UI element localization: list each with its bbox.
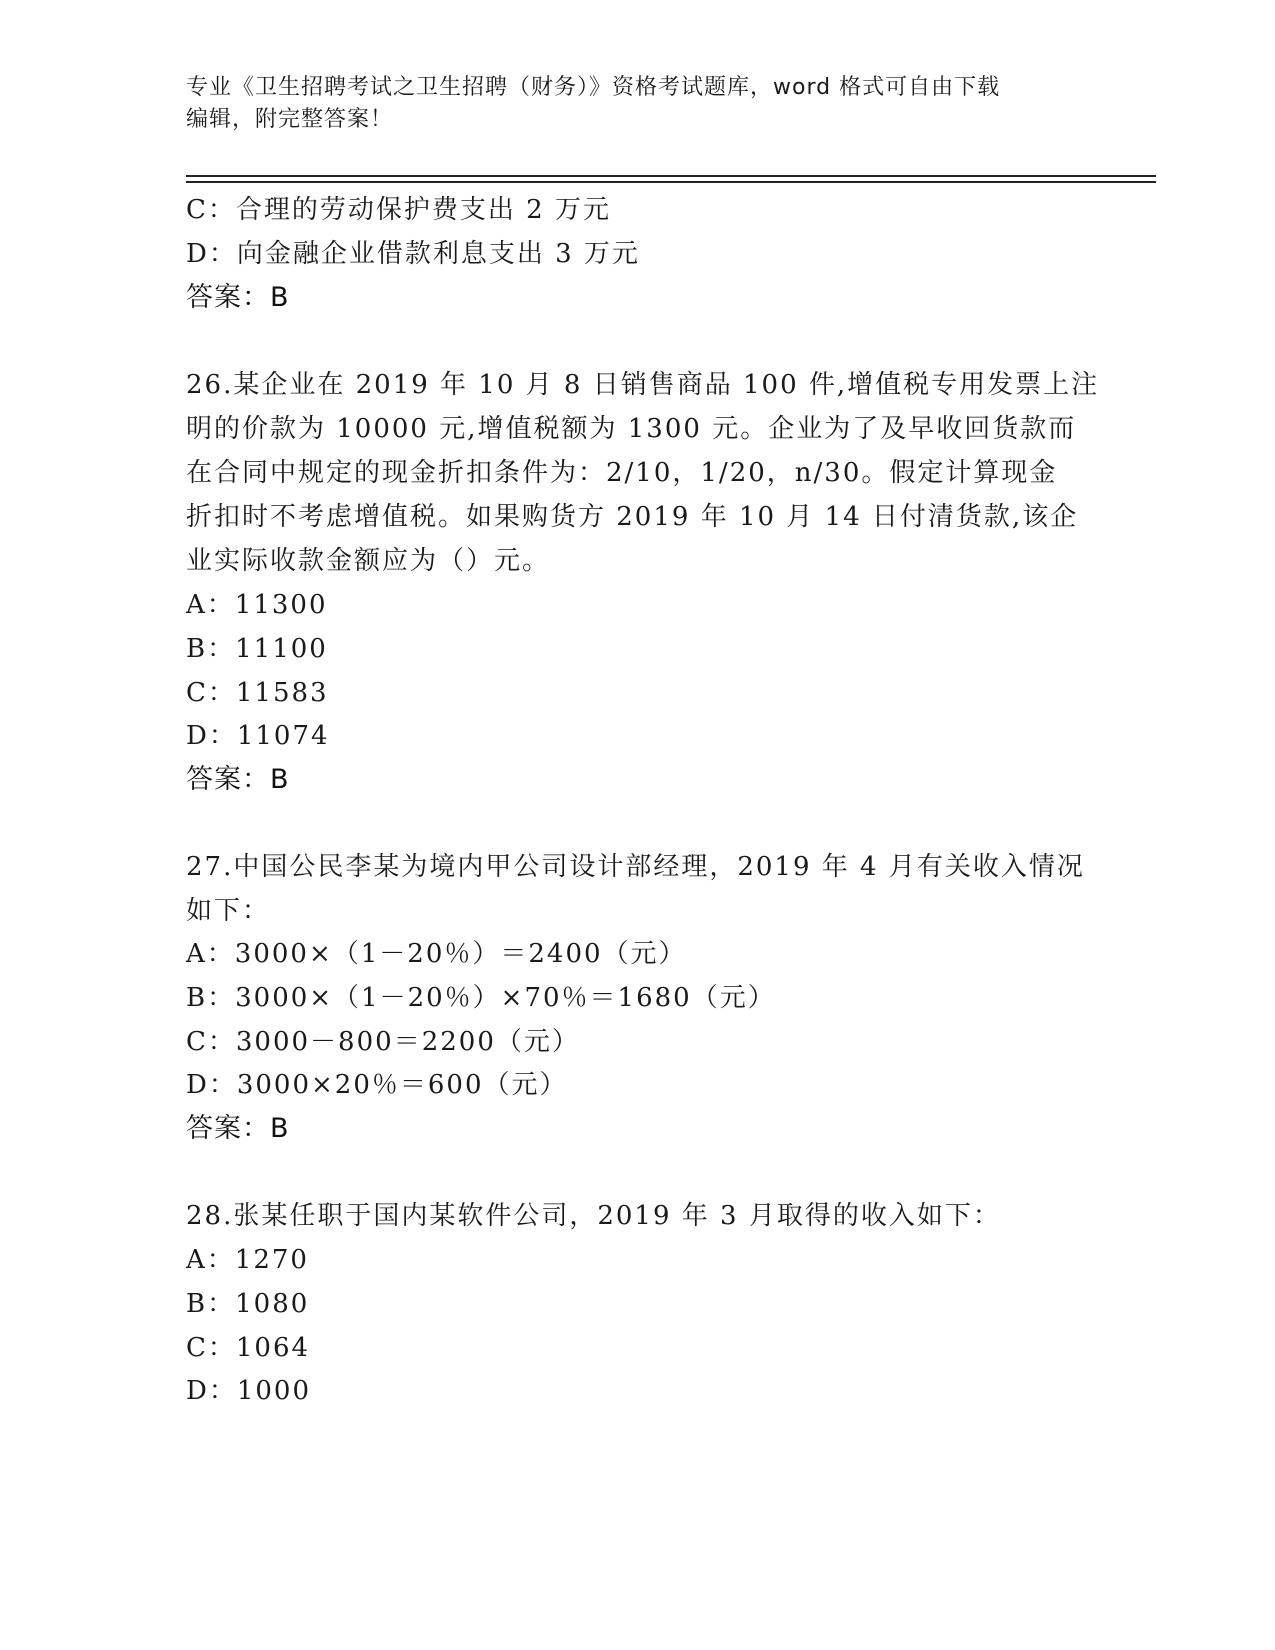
q25-option-c: C：合理的劳动保护费支出 2 万元 <box>186 195 611 225</box>
q26-option-d: D：11074 <box>186 721 330 751</box>
q26-stem-line-2: 明的价款为 10000 元,增值税额为 1300 元。企业为了及早收回货款而 <box>186 414 1077 444</box>
q27-stem-line-1: 27.中国公民李某为境内甲公司设计部经理，2019 年 4 月有关收入情况 <box>186 852 1085 882</box>
q27-option-b: B：3000×（1－20％）×70％＝1680（元） <box>186 983 776 1013</box>
q26-option-a: A：11300 <box>186 590 328 620</box>
q26-answer: 答案：B <box>186 764 290 795</box>
q27-answer: 答案：B <box>186 1113 290 1144</box>
q26-option-b: B：11100 <box>186 634 328 664</box>
header-divider-bottom <box>186 181 1156 183</box>
q27-option-a: A：3000×（1－20％）＝2400（元） <box>186 939 687 969</box>
q28-option-d: D：1000 <box>186 1376 312 1406</box>
q26-stem-line-5: 业实际收款金额应为（）元。 <box>186 546 551 576</box>
header-divider-top <box>186 175 1156 177</box>
document-header <box>186 72 1066 136</box>
q27-option-c: C：3000－800＝2200（元） <box>186 1027 580 1057</box>
q28-option-a: A：1270 <box>186 1245 309 1275</box>
q25-answer: 答案：B <box>186 282 290 313</box>
q27-option-d: D：3000×20％＝600（元） <box>186 1070 568 1100</box>
header-line-1: 专业《卫生招聘考试之卫生招聘（财务）》资格考试题库，word 格式可自由下载 <box>186 75 1001 100</box>
q28-option-b: B：1080 <box>186 1289 310 1319</box>
q27-stem-line-2: 如下： <box>186 896 271 926</box>
q26-option-c: C：11583 <box>186 678 329 708</box>
header-line-2: 编辑，附完整答案！ <box>186 107 394 132</box>
q28-option-c: C：1064 <box>186 1333 311 1363</box>
q26-stem-line-3: 在合同中规定的现金折扣条件为：2/10，1/20，n/30。假定计算现金 <box>186 458 1058 488</box>
q25-option-d: D：向金融企业借款利息支出 3 万元 <box>186 239 640 269</box>
q28-stem-line-1: 28.张某任职于国内某软件公司，2019 年 3 月取得的收入如下： <box>186 1201 1001 1231</box>
q26-stem-line-1: 26.某企业在 2019 年 10 月 8 日销售商品 100 件,增值税专用发票上注 <box>186 370 1100 400</box>
q26-stem-line-4: 折扣时不考虑增值税。如果购货方 2019 年 10 月 14 日付清货款,该企 <box>186 502 1079 532</box>
